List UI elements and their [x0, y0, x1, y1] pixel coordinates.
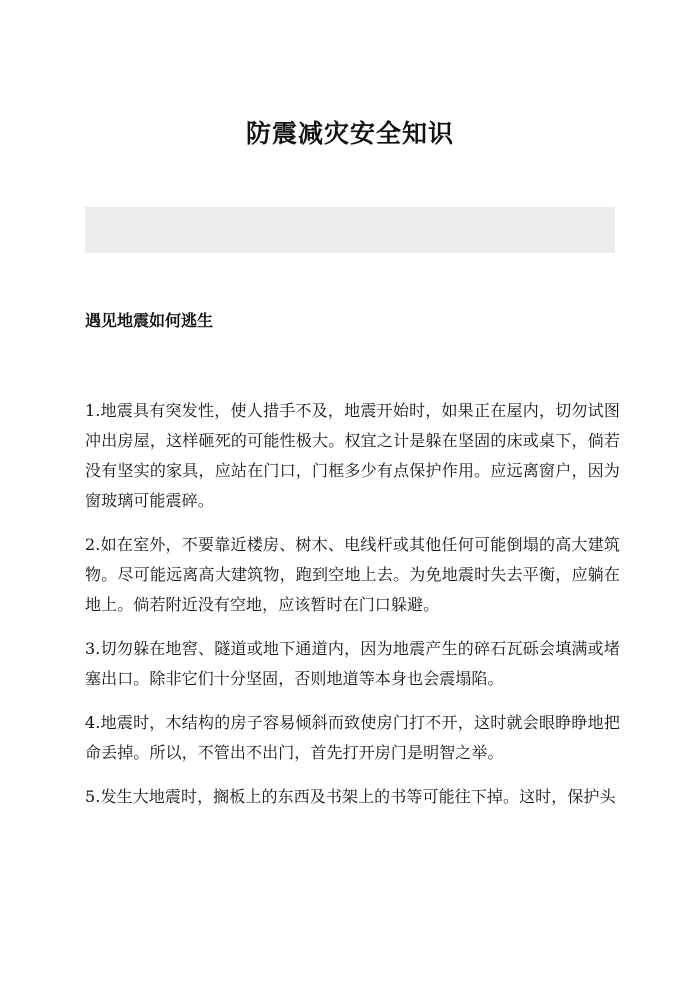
paragraph-1: 1.地震具有突发性，使人措手不及，地震开始时，如果正在屋内，切勿试图冲出房屋，这样砸死的可能性极大。权宜之计是躲在坚固的床或桌下，倘若没有坚实的家具，应站在门口，门框多少有点保护作用。应远离窗户，因为窗玻璃可能震碎。	[85, 401, 620, 510]
paragraph-5: 5.发生大地震时，搁板上的东西及书架上的书等可能往下掉。这时，保护头	[85, 787, 616, 806]
paragraph-2: 2.如在室外，不要靠近楼房、树木、电线杆或其他任何可能倒塌的高大建筑物。尽可能远离高大建筑物，跑到空地上去。为免地震时失去平衡，应躺在地上。倘若附近没有空地，应该暂时在门口躲避。	[85, 535, 620, 614]
paragraph-4: 4.地震时，木结构的房子容易倾斜而致使房门打不开，这时就会眼睁睁地把命丢掉。所以，不管出不出门，首先打开房门是明智之举。	[85, 713, 620, 762]
blank-banner	[85, 207, 615, 253]
paragraph-3: 3.切勿躲在地窖、隧道或地下通道内，因为地震产生的碎石瓦砾会填满或堵塞出口。除非它们十分坚固，否则地道等本身也会震塌陷。	[85, 639, 620, 688]
page-title: 防震减灾安全知识	[245, 119, 454, 148]
section-heading: 遇见地震如何逃生	[85, 311, 214, 330]
body-text	[85, 396, 620, 826]
